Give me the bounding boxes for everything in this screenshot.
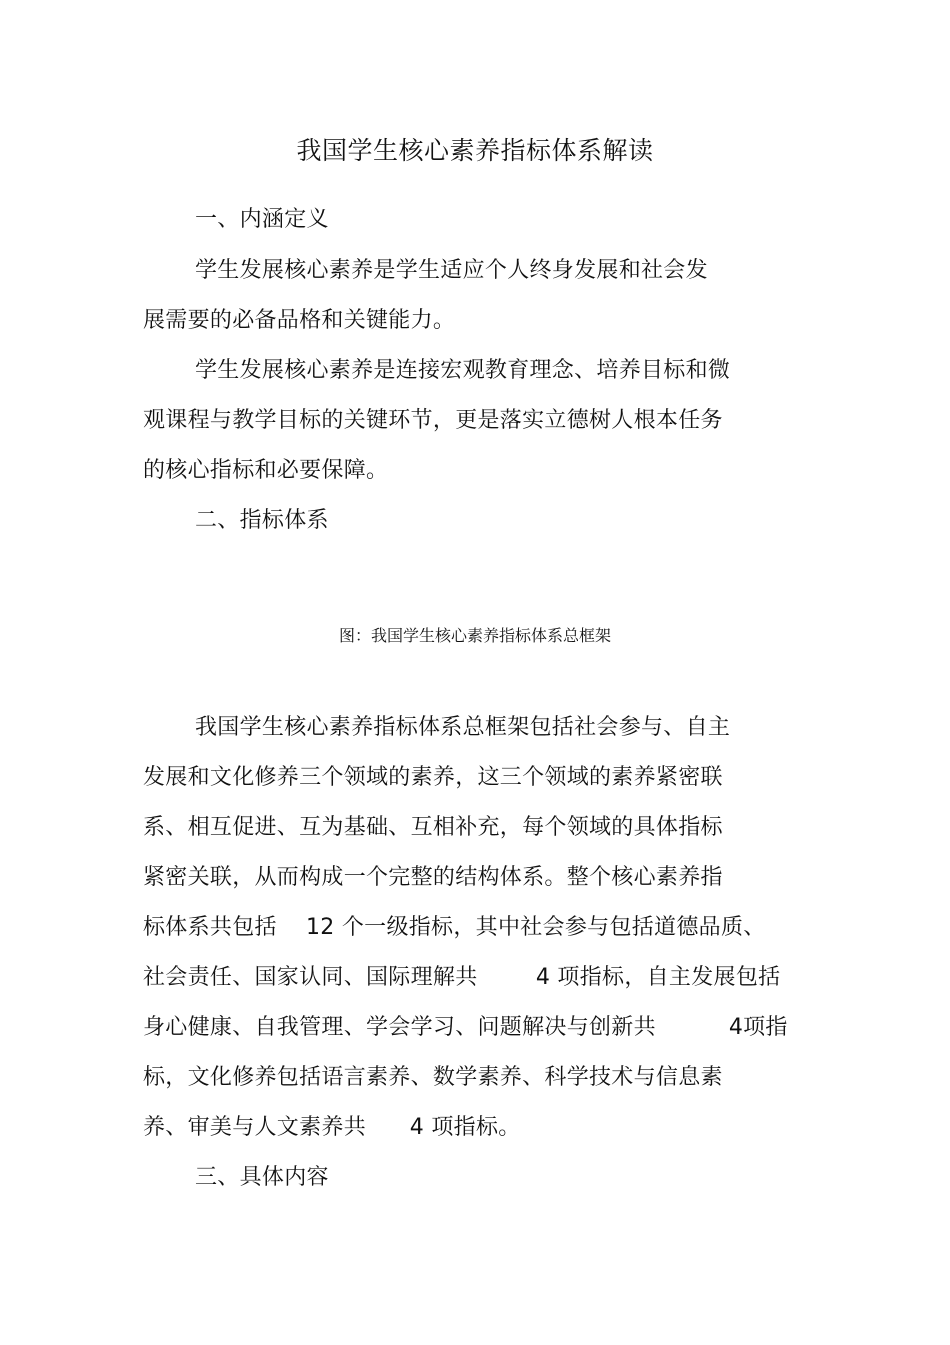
- paragraph-line: 社会责任、国家认同、国际理解共 4 项指标，自主发展包括: [143, 965, 781, 990]
- paragraph-line: 发展和文化修养三个领域的素养，这三个领域的素养紧密联: [143, 765, 723, 790]
- paragraph-line: 我国学生核心素养指标体系总框架包括社会参与、自主: [195, 715, 731, 740]
- paragraph-line: 紧密关联，从而构成一个完整的结构体系。整个核心素养指: [143, 865, 723, 890]
- paragraph-line: 系、相互促进、互为基础、互相补充，每个领域的具体指标: [143, 815, 723, 840]
- paragraph-line: 的核心指标和必要保障。: [143, 458, 389, 483]
- paragraph-line: 标，文化修养包括语言素养、数学素养、科学技术与信息素: [143, 1065, 723, 1090]
- figure-caption: 图：我国学生核心素养指标体系总框架: [338, 626, 611, 645]
- paragraph-line: 学生发展核心素养是连接宏观教育理念、培养目标和微: [195, 358, 731, 383]
- paragraph-line: 学生发展核心素养是学生适应个人终身发展和社会发: [195, 258, 708, 283]
- paragraph-line: 标体系共包括 12 个一级指标，其中社会参与包括道德品质、: [143, 915, 766, 940]
- paragraph-line: 养、审美与人文素养共 4 项指标。: [143, 1115, 521, 1140]
- paragraph-line: 身心健康、自我管理、学会学习、问题解决与创新共 4项指: [143, 1015, 788, 1040]
- section-heading-specific-content: 三、具体内容: [195, 1165, 329, 1190]
- paragraph-line: 展需要的必备品格和关键能力。: [143, 308, 456, 333]
- section-heading-indicator-system: 二、指标体系: [195, 508, 329, 533]
- section-heading-definition: 一、内涵定义: [195, 207, 329, 232]
- document-title: 我国学生核心素养指标体系解读: [296, 136, 654, 165]
- paragraph-line: 观课程与教学目标的关键环节，更是落实立德树人根本任务: [143, 408, 723, 433]
